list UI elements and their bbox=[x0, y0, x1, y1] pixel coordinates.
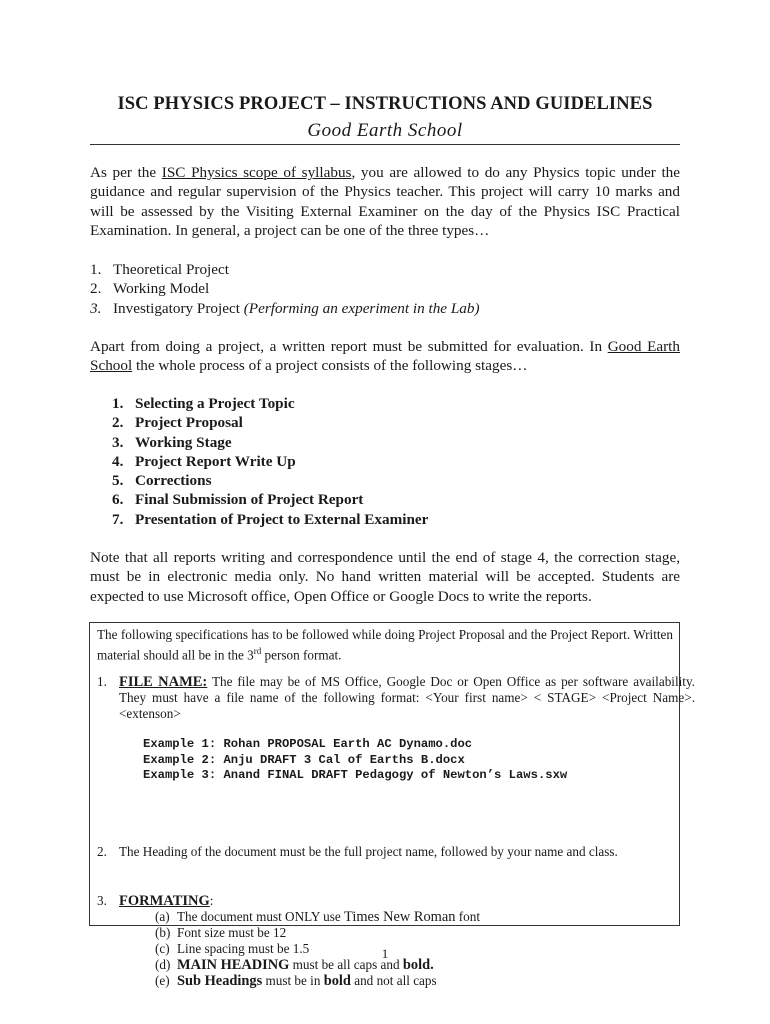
stages-list bbox=[112, 394, 702, 529]
rule-letter: (d) bbox=[155, 957, 171, 972]
heading-item-text: The Heading of the document must be the full project name, followed by your name and class. bbox=[119, 844, 618, 859]
file-name-label: FILE NAME: bbox=[119, 674, 208, 690]
formatting-label: FORMATING bbox=[119, 893, 210, 909]
report-text-end: the whole process of a project consists of the following stages… bbox=[132, 357, 528, 375]
stage-item bbox=[112, 490, 702, 509]
rule-text: must be in bbox=[262, 973, 324, 988]
syllabus-link[interactable]: ISC Physics scope of syllabus bbox=[161, 164, 352, 181]
file-name-examples bbox=[143, 737, 567, 784]
rule-text-end: and not all caps bbox=[350, 973, 437, 988]
list-item-label: Working Model bbox=[113, 280, 210, 298]
stage-number: 7. bbox=[112, 510, 124, 528]
formatting-rule bbox=[155, 909, 695, 925]
list-number: 2. bbox=[90, 280, 102, 298]
note-paragraph: Note that all reports writing and correspondence until the end of stage 4, the correction stage, must be in electronic media only. No hand written material will be accepted. Students are expected to use Microsoft office, Open Office or Google Docs to write the reports. bbox=[90, 549, 680, 605]
stage-label: Corrections bbox=[135, 472, 212, 490]
stage-label: Final Submission of Project Report bbox=[135, 491, 364, 509]
list-item-label: Theoretical Project bbox=[113, 261, 229, 278]
formatting-rule bbox=[155, 925, 695, 941]
list-item bbox=[90, 279, 680, 298]
list-number: 1. bbox=[90, 261, 102, 278]
box-intro-text: The following specifications has to be followed while doing Project Proposal and the Project Report. Written material should all be in the 3 bbox=[97, 627, 673, 663]
rule-bold: MAIN HEADING bbox=[177, 957, 290, 973]
rule-text-end: font bbox=[455, 909, 480, 924]
formatting-colon: : bbox=[209, 893, 214, 908]
intro-text-end: , you are allowed to do any Physics topic under the guidance and regular supervision of the Physics teacher. This project will carry 10 marks and will be assessed by the Visiting External Examiner on the day of the Physics ISC Practical Examination. In general, a project can be one of the three types… bbox=[90, 164, 681, 239]
rule-letter: (b) bbox=[155, 925, 171, 940]
list-item-label: Investigatory Project bbox=[113, 299, 244, 317]
item-number: 1. bbox=[97, 674, 107, 689]
stage-item bbox=[112, 413, 702, 432]
stage-number: 1. bbox=[112, 395, 124, 412]
rule-emphasis: Times New Roman bbox=[344, 909, 456, 925]
formatting-item bbox=[97, 893, 695, 989]
project-types-list bbox=[90, 260, 680, 318]
stage-number: 5. bbox=[112, 472, 124, 490]
rule-text: Line spacing must be 1.5 bbox=[177, 941, 310, 956]
formatting-rule bbox=[155, 973, 695, 989]
intro-text-start: As per the bbox=[90, 164, 162, 181]
list-item bbox=[90, 299, 680, 318]
list-item bbox=[90, 260, 680, 279]
list-number: 3. bbox=[90, 299, 102, 317]
stage-item bbox=[112, 510, 702, 529]
report-text-start: Apart from doing a project, a written report must be submitted for evaluation. In bbox=[90, 338, 608, 355]
superscript: rd bbox=[253, 646, 262, 656]
stage-number: 6. bbox=[112, 491, 124, 509]
intro-paragraph bbox=[90, 163, 680, 240]
example-line: Example 1: Rohan PROPOSAL Earth AC Dynamo.doc bbox=[143, 737, 473, 751]
example-line: Example 3: Anand FINAL DRAFT Pedagogy of Newton’s Laws.sxw bbox=[143, 768, 568, 783]
item-number: 3. bbox=[97, 893, 107, 908]
box-intro bbox=[97, 627, 673, 663]
stage-label: Project Proposal bbox=[135, 414, 243, 432]
stage-item bbox=[112, 394, 702, 413]
school-name: Good Earth School bbox=[307, 120, 463, 141]
specifications-box bbox=[89, 622, 695, 989]
rule-letter: (a) bbox=[155, 909, 170, 924]
report-paragraph bbox=[90, 337, 680, 376]
heading-item bbox=[97, 844, 695, 860]
page-title: ISC PHYSICS PROJECT – INSTRUCTIONS AND GUIDELINES bbox=[117, 94, 653, 114]
stage-label: Working Stage bbox=[135, 433, 232, 451]
file-name-text: The file may be of MS Office, Google Doc or Open Office as per software availability. They must have a file name of the following format: <Your first name> < STAGE> <Project Name>.<extenson> bbox=[119, 674, 695, 721]
stage-label: Project Report Write Up bbox=[135, 452, 296, 470]
stage-label: Presentation of Project to External Examiner bbox=[135, 510, 429, 528]
stage-number: 2. bbox=[112, 414, 124, 432]
rule-text: must be all caps and bbox=[289, 957, 403, 972]
stage-number: 3. bbox=[112, 433, 124, 451]
stage-label: Selecting a Project Topic bbox=[135, 395, 295, 412]
rule-text: Font size must be 12 bbox=[177, 925, 287, 940]
rule-bold: Sub Headings bbox=[177, 973, 263, 989]
stage-number: 4. bbox=[112, 452, 124, 470]
box-intro-end: person format. bbox=[261, 647, 342, 663]
title-divider bbox=[90, 144, 680, 145]
rule-letter: (c) bbox=[155, 941, 170, 956]
item-number: 2. bbox=[97, 844, 107, 859]
page-number: 1 bbox=[381, 946, 389, 961]
rule-bold-mid: bold bbox=[323, 973, 351, 989]
stage-item bbox=[112, 471, 702, 490]
example-line: Example 2: Anju DRAFT 3 Cal of Earths B.docx bbox=[143, 752, 465, 767]
stage-item bbox=[112, 433, 702, 452]
file-name-item bbox=[97, 674, 695, 722]
stage-item bbox=[112, 452, 702, 471]
rule-letter: (e) bbox=[155, 973, 170, 988]
rule-bold-end: bold. bbox=[402, 957, 434, 973]
list-item-note: (Performing an experiment in the Lab) bbox=[243, 299, 480, 317]
school-link[interactable]: Good Earth School bbox=[90, 338, 680, 375]
rule-text: The document must ONLY use bbox=[177, 909, 345, 924]
